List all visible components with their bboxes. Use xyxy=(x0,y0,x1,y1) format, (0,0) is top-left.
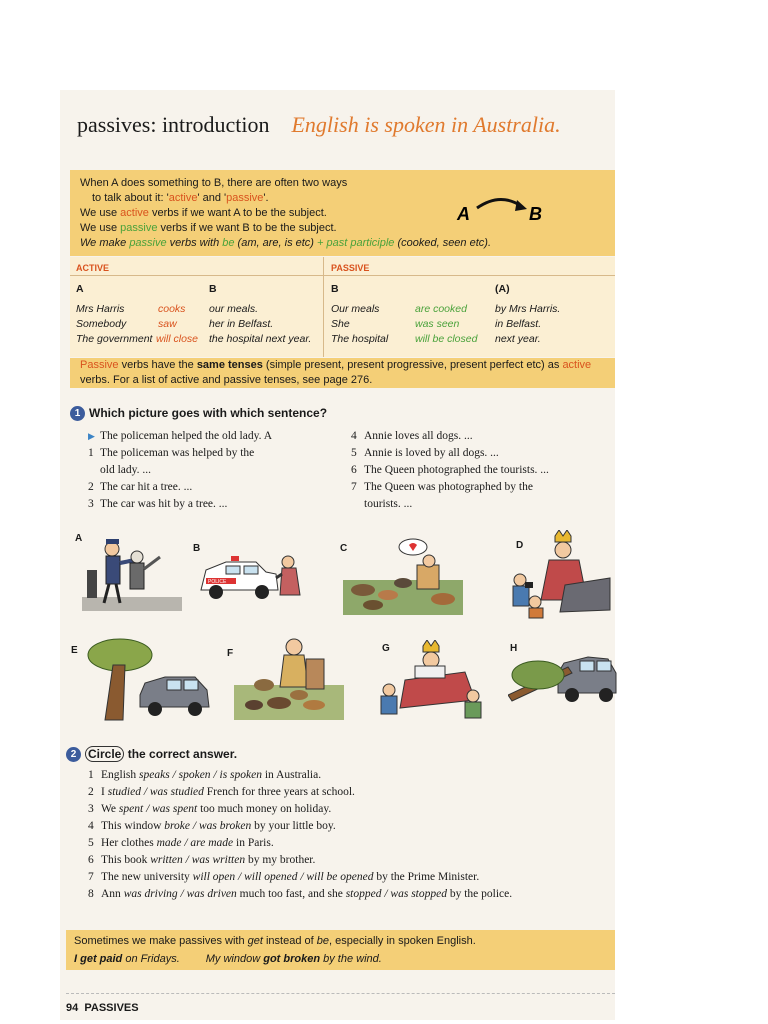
list-item: old lady. ... xyxy=(100,464,151,476)
exercise-2-list xyxy=(88,767,512,903)
page-title xyxy=(77,112,561,138)
list-item: 6 The Queen photographed the tourists. ... xyxy=(351,464,549,476)
picture-label-d: D xyxy=(516,540,524,551)
page-number: 94 xyxy=(66,1002,79,1014)
passive-verb-col: are cooked was seen will be closed xyxy=(415,303,478,345)
picture-h-tree-hits-car xyxy=(508,645,618,720)
list-item: 2 I studied / was studied French for three years at school. xyxy=(88,786,355,798)
arrow-icon xyxy=(477,199,521,208)
list-item: 7 The Queen was photographed by the xyxy=(351,481,533,493)
list-item: tourists. ... xyxy=(364,498,413,510)
picture-e-car-tree xyxy=(85,635,215,725)
footer-divider xyxy=(66,993,615,994)
active-verb-col: cooks saw will close xyxy=(156,303,199,345)
list-item: 3 We spent / was spent too much money on holiday. xyxy=(88,803,332,815)
intro-line-5: We make passive verbs with be (am, are, is etc) + past participle (cooked, seen etc). xyxy=(80,237,491,249)
active-b-col: our meals. her in Belfast. the hospital next year. xyxy=(209,303,312,345)
list-item: ▶ The policeman helped the old lady. A xyxy=(88,430,273,442)
picture-g-queen-photographed xyxy=(375,640,485,720)
intro-line-3: We use active verbs if we want A to be the subject. xyxy=(80,207,327,219)
list-item: 4 Annie loves all dogs. ... xyxy=(351,430,473,442)
title-sub: English is spoken in Australia. xyxy=(291,112,561,137)
page-footer xyxy=(66,1002,139,1014)
diagram-b: B xyxy=(529,204,542,224)
exercise-number-badge: 1 xyxy=(70,406,85,421)
picture-f-dogs-lady xyxy=(234,625,344,720)
picture-label-a: A xyxy=(75,533,83,544)
active-label: ACTIVE xyxy=(76,263,110,273)
active-a-col: Mrs Harris Somebody The government xyxy=(76,303,153,345)
picture-b-police-car xyxy=(196,540,316,610)
active-passive-table: ACTIVE PASSIVE A B B (A) Mrs Harris Somebody The government cooks saw will close our meals. her in Belfast. the hospital next year. Our meals She The hospital are cooked was seen will be closed by Mrs Harris. in Belfast. next year. xyxy=(70,257,615,357)
picture-label-e: E xyxy=(71,645,78,656)
title-main: passives: introduction xyxy=(77,112,270,137)
intro-text xyxy=(80,176,491,251)
exercise-1-right-list xyxy=(351,428,549,513)
a-to-b-diagram xyxy=(455,192,550,226)
tenses-note: Passive verbs have the same tenses (simple present, present progressive, present perfect etc) as active verbs. For a list of active and passive tenses, see page 276. xyxy=(70,358,615,388)
picture-label-h: H xyxy=(510,643,518,654)
picture-label-c: C xyxy=(340,543,348,554)
diagram-a: A xyxy=(457,204,470,224)
list-item: 1 The policeman was helped by the xyxy=(88,447,255,459)
exercise-1-heading: 1 Which picture goes with which sentence? xyxy=(70,406,327,421)
picture-label-b: B xyxy=(193,543,201,554)
get-passive-note: Sometimes we make passives with get instead of be, especially in spoken English. I get paid on Fridays. My window got broken by the wind. xyxy=(66,930,615,970)
svg-text:POLICE: POLICE xyxy=(208,579,227,585)
picture-label-f: F xyxy=(227,648,234,659)
picture-d-queen-tourists xyxy=(505,530,615,620)
intro-line-1: When A does something to B, there are often two ways xyxy=(80,177,348,189)
passive-b-col: Our meals She The hospital xyxy=(331,303,389,345)
list-item: 8 Ann was driving / was driven much too fast, and she stopped / was stopped by the police. xyxy=(88,888,513,900)
list-item: 5 Annie is loved by all dogs. ... xyxy=(351,447,499,459)
exercise-number-badge: 2 xyxy=(66,747,81,762)
passive-a-col: by Mrs Harris. in Belfast. next year. xyxy=(495,303,561,345)
section-name: PASSIVES xyxy=(84,1002,139,1014)
intro-line-2: to talk about it: 'active' and 'passive'. xyxy=(92,192,269,204)
intro-line-4: We use passive verbs if we want B to be the subject. xyxy=(80,222,337,234)
list-item: 1 English speaks / spoken / is spoken in Australia. xyxy=(88,769,322,781)
exercise-1-left-list xyxy=(88,428,272,513)
picture-a-policeman-lady xyxy=(82,535,182,615)
list-item: 2 The car hit a tree. ... xyxy=(88,481,193,493)
list-item: 6 This book written / was written by my brother. xyxy=(88,854,316,866)
picture-c-dogs xyxy=(343,535,463,615)
list-item: 7 The new university will open / will opened / will be opened by the Prime Minister. xyxy=(88,871,480,883)
list-item: 4 This window broke / was broken by your little boy. xyxy=(88,820,336,832)
list-item: 3 The car was hit by a tree. ... xyxy=(88,498,228,510)
picture-label-g: G xyxy=(382,643,390,654)
passive-label: PASSIVE xyxy=(331,263,370,273)
exercise-2-heading: 2 Circle the correct answer. xyxy=(66,747,237,762)
list-item: 5 Her clothes made / are made in Paris. xyxy=(88,837,274,849)
